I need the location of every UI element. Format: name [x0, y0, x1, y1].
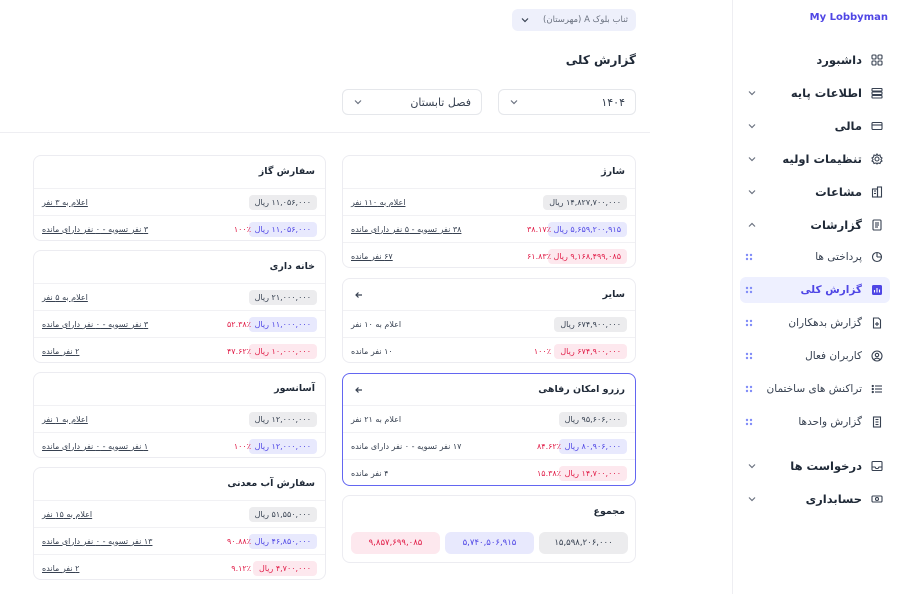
building-icon	[870, 415, 884, 429]
chevron-down-icon	[746, 460, 758, 472]
arrow-left-icon[interactable]	[351, 287, 367, 303]
total-row	[343, 188, 635, 215]
chevron-down-icon	[746, 186, 758, 198]
total-amount: ۱۱,۰۵۶,۰۰۰ ریال	[249, 195, 317, 210]
sidebar-item-label: اطلاعات پایه	[790, 86, 862, 100]
reservation-card	[342, 373, 636, 486]
sidebar-item-label: حسابداری	[805, 492, 862, 506]
chevron-down-icon	[353, 97, 363, 107]
remain-amount: ۶۷۴,۹۰۰,۰۰۰ ریال	[554, 344, 627, 359]
elevator-card	[33, 372, 326, 458]
paid-amount: ۴۶,۸۵۰,۰۰۰ ریال	[249, 534, 317, 549]
building-icon	[870, 185, 884, 199]
year-select[interactable]	[498, 89, 636, 115]
paid-note-link[interactable]: ۳۸ نفر تسویه - ۵ نفر دارای مانده	[351, 224, 462, 234]
chevron-down-icon	[746, 120, 758, 132]
sidebar-item-financial[interactable]	[740, 113, 890, 139]
total-amount: ۵۱,۵۵۰,۰۰۰ ریال	[249, 507, 317, 522]
paid-percent: ۵۲.۳۸٪	[226, 319, 251, 329]
remain-row	[343, 242, 635, 268]
remain-note-link[interactable]: ۶۷ نفر مانده	[351, 251, 393, 261]
sidebar-item-debtors-report[interactable]	[740, 310, 890, 336]
chart-icon	[870, 283, 884, 297]
remain-percent: ۱۰۰٪	[533, 346, 551, 356]
remain-note-link[interactable]: ۲ نفر مانده	[42, 346, 80, 356]
sidebar-item-label: گزارشات	[810, 218, 862, 232]
arrow-left-icon[interactable]	[351, 382, 367, 398]
remain-percent: ۱۵.۳۸٪	[536, 468, 561, 478]
sidebar-item-common-areas[interactable]	[740, 179, 890, 205]
sidebar-item-base-info[interactable]	[740, 80, 890, 106]
total-amount: ۲۱,۰۰۰,۰۰۰ ریال	[249, 290, 317, 305]
housekeeping-card	[33, 250, 326, 363]
sidebar-item-label: گزارش کلی	[800, 284, 862, 296]
sidebar-item-payments[interactable]	[740, 244, 890, 270]
total-note-link[interactable]: اعلام به ۵ نفر	[42, 292, 88, 302]
gear-icon	[870, 152, 884, 166]
sidebar	[732, 0, 900, 594]
card-title: آسانسور	[274, 383, 315, 394]
gas-card	[33, 155, 326, 241]
sidebar-item-initial-settings[interactable]	[740, 146, 890, 172]
sidebar-item-building-transactions[interactable]	[740, 376, 890, 402]
remain-row	[34, 337, 325, 363]
total-amount: ۹۵,۶۰۶,۰۰۰ ریال	[559, 412, 627, 427]
paid-row	[34, 432, 325, 458]
chevron-down-icon	[746, 153, 758, 165]
paid-amount: ۱۱,۰۰۰,۰۰۰ ریال	[249, 317, 317, 332]
remain-note-link[interactable]: ۲ نفر مانده	[42, 563, 80, 573]
paid-row	[34, 215, 325, 241]
sum-remain: ۹,۸۵۷,۶۹۹,۰۸۵	[351, 532, 440, 554]
drag-handle-icon	[744, 417, 754, 427]
building-select-value: ثناب بلوک A (مهرستان)	[543, 15, 628, 25]
drag-handle-icon	[744, 252, 754, 262]
card-title: خانه داری	[269, 261, 315, 272]
sidebar-item-label: مشاعات	[815, 185, 862, 199]
total-note-link[interactable]: اعلام به ۳ نفر	[42, 197, 88, 207]
paid-note: ۱۷ نفر تسویه - ۰ نفر دارای مانده	[351, 441, 462, 451]
total-row	[34, 283, 325, 310]
drag-handle-icon	[744, 351, 754, 361]
paid-note-link[interactable]: ۳ نفر تسویه - ۰ نفر دارای مانده	[42, 224, 149, 234]
remain-row	[343, 459, 635, 486]
user-icon	[870, 349, 884, 363]
sum-total: ۱۵,۵۹۸,۲۰۶,۰۰۰	[539, 532, 628, 554]
total-row	[343, 310, 635, 337]
paid-amount: ۱۱,۰۵۶,۰۰۰ ریال	[249, 222, 317, 237]
card-title: رزرو امکان رفاهی	[538, 384, 625, 395]
database-icon	[870, 86, 884, 100]
card-title: شارژ	[601, 166, 625, 177]
chevron-down-icon	[746, 493, 758, 505]
sidebar-item-label: کاربران فعال	[805, 350, 862, 362]
chevron-down-icon	[509, 97, 519, 107]
paid-amount: ۸۰,۹۰۶,۰۰۰ ریال	[559, 439, 627, 454]
water-card	[33, 467, 326, 580]
page-title: گزارش کلی	[565, 53, 636, 67]
paid-percent: ۹۰.۸۸٪	[226, 536, 251, 546]
remain-percent: ۶۱.۸۳٪	[526, 251, 551, 261]
drag-handle-icon	[744, 285, 754, 295]
brand-logo: My Lobbyman	[809, 12, 888, 23]
header-divider	[0, 132, 650, 133]
report-icon	[870, 218, 884, 232]
card-title: سفارش گاز	[258, 166, 315, 177]
sidebar-item-label: داشبورد	[816, 53, 862, 67]
sidebar-item-accounting[interactable]	[740, 486, 890, 512]
sidebar-item-units-report[interactable]	[740, 409, 890, 435]
paid-percent: ۱۰۰٪	[233, 224, 251, 234]
file-plus-icon	[870, 316, 884, 330]
remain-amount: ۹,۱۶۸,۴۹۹,۰۸۵ ریال	[548, 249, 628, 264]
total-note-link[interactable]: اعلام به ۱ نفر	[42, 414, 88, 424]
sidebar-item-label: گزارش واحدها	[798, 416, 862, 428]
remain-row	[34, 554, 325, 580]
chevron-down-icon	[746, 87, 758, 99]
total-note-link[interactable]: اعلام به ۱۵ نفر	[42, 509, 93, 519]
sidebar-item-label: درخواست ها	[790, 459, 862, 473]
sidebar-item-label: مالی	[834, 119, 862, 133]
paid-row	[34, 310, 325, 337]
remain-row	[343, 337, 635, 363]
sidebar-item-label: گزارش بدهکاران	[788, 317, 862, 329]
remain-amount: ۴,۷۰۰,۰۰۰ ریال	[253, 561, 317, 576]
total-row	[34, 405, 325, 432]
total-note: اعلام به ۱۰ نفر	[351, 319, 402, 329]
remain-note: ۱۰ نفر مانده	[351, 346, 393, 356]
remain-note: ۴ نفر مانده	[351, 468, 389, 478]
sidebar-item-requests[interactable]	[740, 453, 890, 479]
chevron-up-icon	[746, 219, 758, 231]
sum-paid: ۵,۷۴۰,۵۰۶,۹۱۵	[445, 532, 534, 554]
card-title: مجموع	[593, 506, 625, 517]
total-amount: ۶۷۴,۹۰۰,۰۰۰ ریال	[554, 317, 627, 332]
cash-icon	[870, 492, 884, 506]
total-row	[34, 500, 325, 527]
card-icon	[870, 119, 884, 133]
charge-card	[342, 155, 636, 268]
paid-note-link[interactable]: ۳ نفر تسویه - ۰ نفر دارای مانده	[42, 319, 149, 329]
drag-handle-icon	[744, 318, 754, 328]
remain-amount: ۱۰,۰۰۰,۰۰۰ ریال	[249, 344, 317, 359]
remain-amount: ۱۴,۷۰۰,۰۰۰ ریال	[559, 466, 627, 481]
season-select-value: فصل تابستان	[410, 95, 471, 109]
remain-percent: ۹.۱۲٪	[231, 563, 251, 573]
paid-row	[343, 215, 635, 242]
paid-percent: ۱۰۰٪	[233, 441, 251, 451]
drag-handle-icon	[744, 384, 754, 394]
chevron-down-icon	[520, 15, 530, 25]
sidebar-item-label: پرداختی ها	[815, 251, 862, 263]
paid-row	[34, 527, 325, 554]
total-amount: ۱۴,۸۲۷,۷۰۰,۰۰۰ ریال	[543, 195, 627, 210]
list-icon	[870, 382, 884, 396]
paid-note-link[interactable]: ۱۳ نفر تسویه - ۰ نفر دارای مانده	[42, 536, 153, 546]
sidebar-item-label: تراکنش های ساختمان	[766, 383, 862, 395]
inbox-icon	[870, 459, 884, 473]
building-select[interactable]	[512, 9, 636, 31]
card-title: سایر	[602, 289, 625, 300]
sidebar-item-general-report[interactable]	[740, 277, 890, 303]
paid-percent: ۸۴.۶۲٪	[536, 441, 561, 451]
total-row	[34, 188, 325, 215]
total-note-link[interactable]: اعلام به ۱۱۰ نفر	[351, 197, 406, 207]
year-select-value: ۱۴۰۴	[601, 95, 625, 109]
sidebar-item-label: تنظیمات اولیه	[782, 152, 862, 166]
paid-row	[343, 432, 635, 459]
grid-icon	[870, 53, 884, 67]
card-title: سفارش آب معدنی	[227, 478, 315, 489]
sidebar-item-reports[interactable]	[740, 212, 890, 238]
sidebar-item-active-users[interactable]	[740, 343, 890, 369]
total-amount: ۱۲,۰۰۰,۰۰۰ ریال	[249, 412, 317, 427]
season-select[interactable]	[342, 89, 482, 115]
paid-percent: ۳۸.۱۷٪	[526, 224, 551, 234]
total-row	[343, 405, 635, 432]
remain-percent: ۴۷.۶۲٪	[226, 346, 251, 356]
other-card	[342, 278, 636, 363]
paid-amount: ۱۲,۰۰۰,۰۰۰ ریال	[249, 439, 317, 454]
sidebar-item-dashboard[interactable]	[740, 47, 890, 73]
paid-note-link[interactable]: ۱ نفر تسویه - ۰ نفر دارای مانده	[42, 441, 149, 451]
paid-amount: ۵,۶۵۹,۲۰۰,۹۱۵ ریال	[548, 222, 628, 237]
pie-icon	[870, 250, 884, 264]
total-note: اعلام به ۲۱ نفر	[351, 414, 402, 424]
